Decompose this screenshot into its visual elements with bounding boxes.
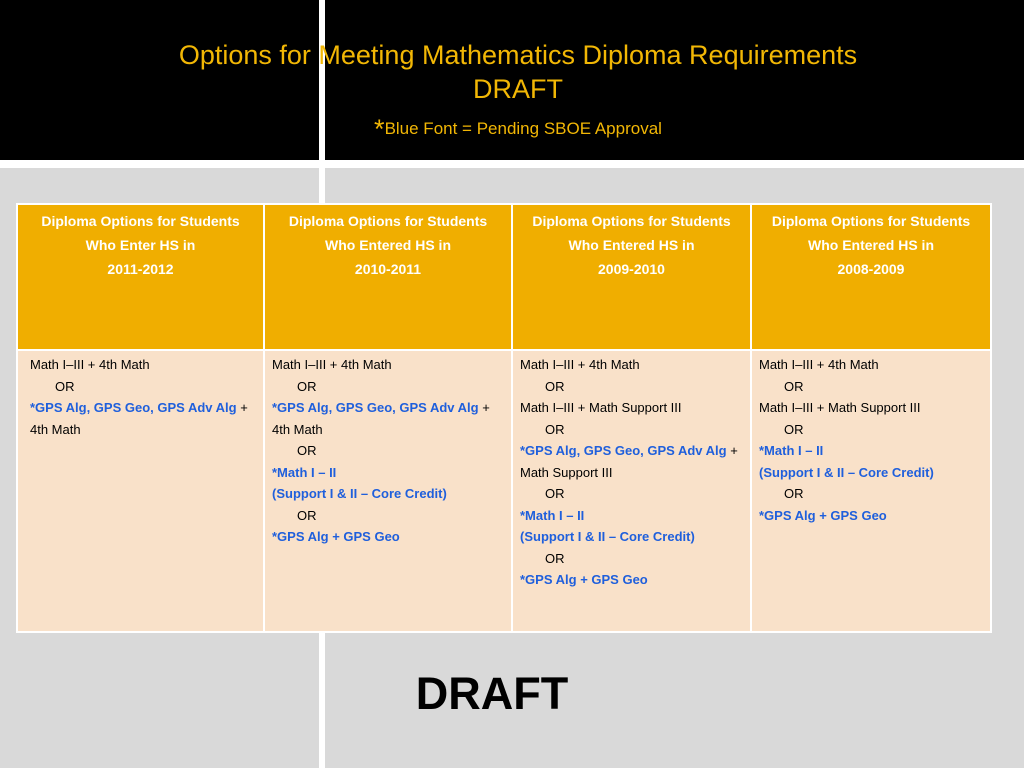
- table-body-row: [17, 350, 991, 632]
- note-text: Blue Font = Pending SBOE Approval: [384, 119, 662, 138]
- option-line: Math I–III + 4th Math: [272, 357, 392, 372]
- header-cell-2008-2009: [751, 204, 991, 350]
- option-line: *Math I – II: [520, 507, 585, 523]
- or-separator: OR: [545, 378, 565, 394]
- legend-note: [0, 114, 1024, 145]
- or-separator: OR: [297, 507, 317, 523]
- option-line: *GPS Alg + GPS Geo: [759, 507, 887, 523]
- header-line: Diploma Options for Students: [41, 213, 240, 229]
- or-separator: OR: [297, 378, 317, 394]
- option-line: *Math I – II: [759, 443, 824, 458]
- header-line: Diploma Options for Students: [288, 213, 488, 229]
- header-cell-2011-2012: [17, 204, 264, 350]
- option-line: (Support I & II – Core Credit): [520, 529, 695, 544]
- horizontal-divider: [0, 160, 1024, 168]
- table-header-row: [17, 204, 991, 350]
- or-separator: OR: [784, 486, 804, 501]
- diploma-options-table: [16, 203, 992, 633]
- option-line: *GPS Alg, GPS Geo, GPS Adv Alg +: [272, 400, 490, 415]
- header-line: Who Enter HS in: [85, 237, 196, 253]
- option-line: *GPS Alg + GPS Geo: [272, 529, 400, 544]
- option-line: Math Support III: [520, 464, 613, 480]
- header-line: Who Entered HS in: [808, 237, 934, 253]
- header-year: 2008-2009: [837, 261, 905, 277]
- or-separator: OR: [545, 486, 565, 501]
- or-separator: OR: [55, 378, 75, 394]
- or-separator: OR: [297, 443, 317, 458]
- header-year: 2010-2011: [354, 261, 422, 277]
- option-line: Math I–III + Math Support III: [520, 400, 682, 415]
- or-separator: OR: [545, 421, 565, 437]
- option-line: *GPS Alg, GPS Geo, GPS Adv Alg +: [30, 400, 248, 415]
- header-cell-2010-2011: [264, 204, 512, 350]
- option-cell: [264, 350, 512, 632]
- header-line: Who Entered HS in: [568, 237, 695, 253]
- title-line-2: DRAFT: [473, 74, 563, 104]
- option-line: 4th Math: [272, 421, 323, 437]
- option-cell: [751, 350, 991, 632]
- option-cell: [17, 350, 264, 632]
- header-line: Who Entered HS in: [325, 237, 451, 253]
- option-line: (Support I & II – Core Credit): [272, 486, 447, 501]
- slide-title: [0, 38, 1024, 106]
- option-line: 4th Math: [30, 421, 81, 437]
- or-separator: OR: [784, 421, 804, 437]
- option-line: Math I–III + 4th Math: [520, 357, 640, 372]
- title-line-1: Options for Meeting Mathematics Diploma Requirements: [178, 40, 858, 70]
- option-line: *GPS Alg, GPS Geo, GPS Adv Alg +: [520, 443, 738, 458]
- header-cell-2009-2010: [512, 204, 751, 350]
- draft-watermark: DRAFT: [415, 668, 569, 719]
- option-line: Math I–III + 4th Math: [759, 357, 879, 372]
- or-separator: OR: [545, 550, 565, 566]
- header-line: Diploma Options for Students: [771, 213, 971, 229]
- note-star: *: [374, 114, 385, 144]
- option-line: Math I–III + 4th Math: [30, 357, 150, 372]
- header-year: 2011-2012: [107, 261, 174, 277]
- option-cell: [512, 350, 751, 632]
- option-line: (Support I & II – Core Credit): [759, 464, 934, 480]
- or-separator: OR: [784, 378, 804, 394]
- header-year: 2009-2010: [598, 261, 665, 277]
- option-line: Math I–III + Math Support III: [759, 400, 921, 415]
- header-line: Diploma Options for Students: [532, 213, 731, 229]
- option-line: *Math I – II: [272, 464, 337, 480]
- option-line: *GPS Alg + GPS Geo: [520, 572, 648, 587]
